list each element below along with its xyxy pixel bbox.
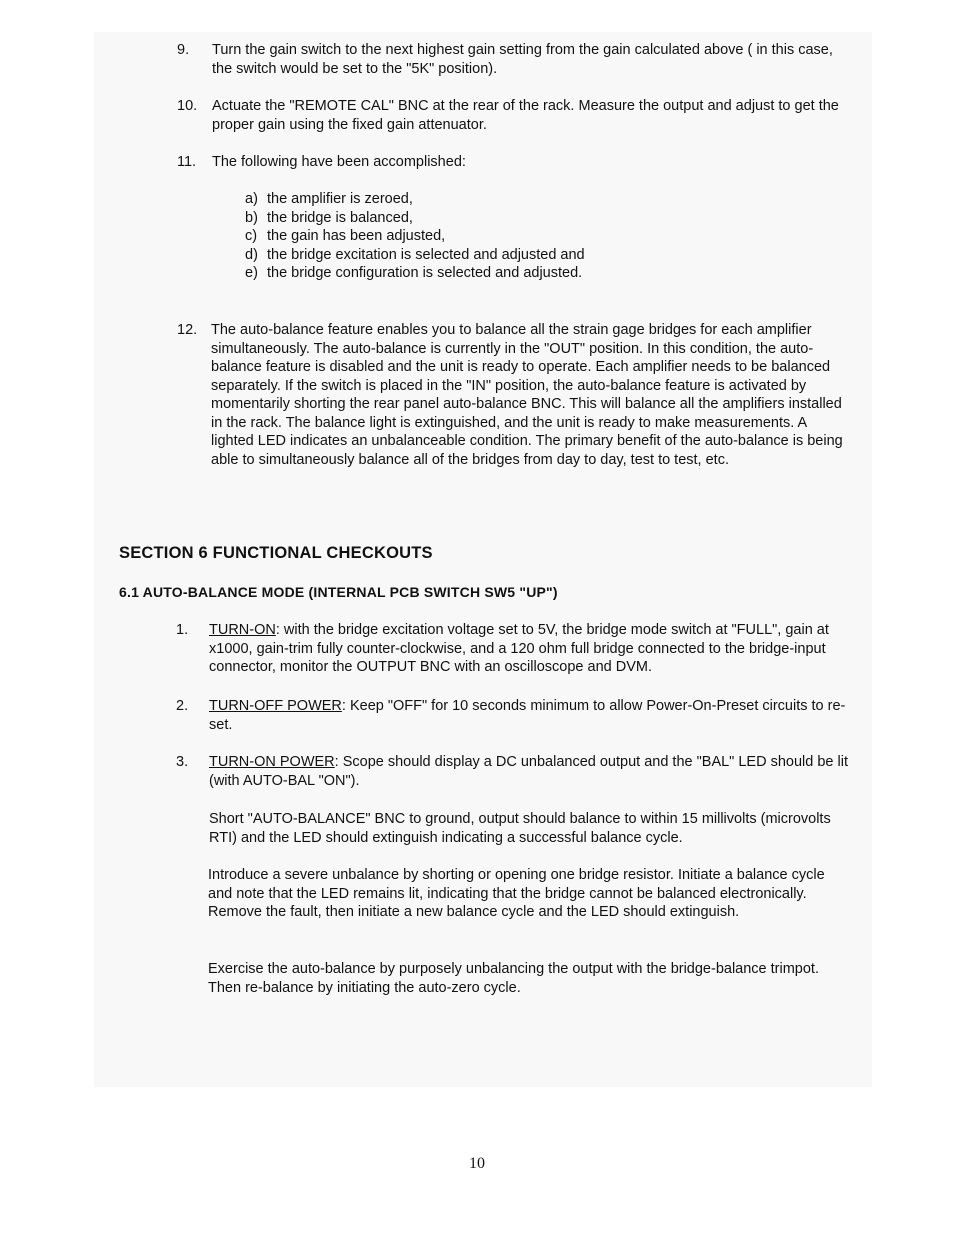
step-9-number: 9. <box>177 42 190 58</box>
page-number: 10 <box>469 1155 485 1172</box>
checkout-step-1-body: : with the bridge excitation voltage set to 5V, the bridge mode switch at "FULL", gain at x1000, gain-trim fully counter-clockwise, and a 120 ohm full bridge connected to the bridge-input connector, monitor the OUTPUT BNC with an oscilloscope and DVM. <box>209 622 829 675</box>
turn-on-term: TURN-ON <box>209 622 276 638</box>
accomplished-list <box>245 190 745 283</box>
step-9-text: Turn the gain switch to the next highest gain setting from the gain calculated above ( in this case, the switch would be set to the "5K" position). <box>212 42 833 77</box>
section-heading: SECTION 6 FUNCTIONAL CHECKOUTS <box>119 544 433 562</box>
list-item: d) the bridge excitation is selected and adjusted and <box>245 246 585 263</box>
step-3-paragraph: Introduce a severe unbalance by shorting or opening one bridge resistor. Initiate a balance cycle and note that the LED remains lit, indicating that the bridge cannot be balanced electronically. Remove the fault, then initiate a new balance cycle and the LED should extinguish. <box>208 867 825 920</box>
list-item: b) the bridge is balanced, <box>245 209 413 226</box>
turn-on-power-term: TURN-ON POWER <box>209 754 335 770</box>
checkout-step-3-body: : Scope should display a DC unbalanced output and the "BAL" LED should be lit (with AUTO-BAL "ON"). <box>209 754 848 789</box>
checkout-step-1-text <box>209 621 849 677</box>
step-3-paragraph: Exercise the auto-balance by purposely unbalancing the output with the bridge-balance trimpot. Then re-balance by initiating the auto-zero cycle. <box>208 961 819 996</box>
step-12-text: The auto-balance feature enables you to balance all the strain gage bridges for each amplifier simultaneously. The auto-balance is currently in the "OUT" position. In this condition, the auto-balance feature is disabled and the unit is ready to operate. Each amplifier needs to be balanced separately. If the switch is placed in the "IN" position, the auto-balance feature is activated by momentarily shorting the rear panel auto-balance BNC. This will balance all the amplifiers installed in the rack. The balance light is extinguished, and the unit is ready to make measurements. A lighted LED indicates an unbalanceable condition. The primary benefit of the auto-balance is being able to simultaneously balance all of the bridges from day to day, test to test, etc. <box>211 322 843 468</box>
list-item: a) the amplifier is zeroed, <box>245 191 413 207</box>
step-3-paragraph: Short "AUTO-BALANCE" BNC to ground, output should balance to within 15 millivolts (microvolts RTI) and the LED should extinguish indicating a successful balance cycle. <box>209 811 831 846</box>
checkout-step-3-text <box>209 753 849 790</box>
checkout-step-1-number: 1. <box>176 622 189 638</box>
checkout-step-3-number: 3. <box>176 754 189 770</box>
step-11-text: The following have been accomplished: <box>212 154 466 170</box>
turn-off-power-term: TURN-OFF POWER <box>209 698 342 714</box>
checkout-step-2-text <box>209 697 849 734</box>
list-item: c) the gain has been adjusted, <box>245 228 446 244</box>
step-11-number: 11. <box>177 154 197 170</box>
step-10-text: Actuate the "REMOTE CAL" BNC at the rear of the rack. Measure the output and adjust to get the proper gain using the fixed gain attenuator. <box>212 98 839 133</box>
list-item: e) the bridge configuration is selected and adjusted. <box>245 265 583 281</box>
step-12-number: 12. <box>177 322 198 338</box>
checkout-step-2-body: : Keep "OFF" for 10 seconds minimum to allow Power-On-Preset circuits to re-set. <box>209 698 846 733</box>
subsection-heading: 6.1 AUTO-BALANCE MODE (INTERNAL PCB SWITCH SW5 "UP") <box>119 584 558 600</box>
checkout-step-2-number: 2. <box>176 698 189 714</box>
step-10-number: 10. <box>177 98 198 114</box>
